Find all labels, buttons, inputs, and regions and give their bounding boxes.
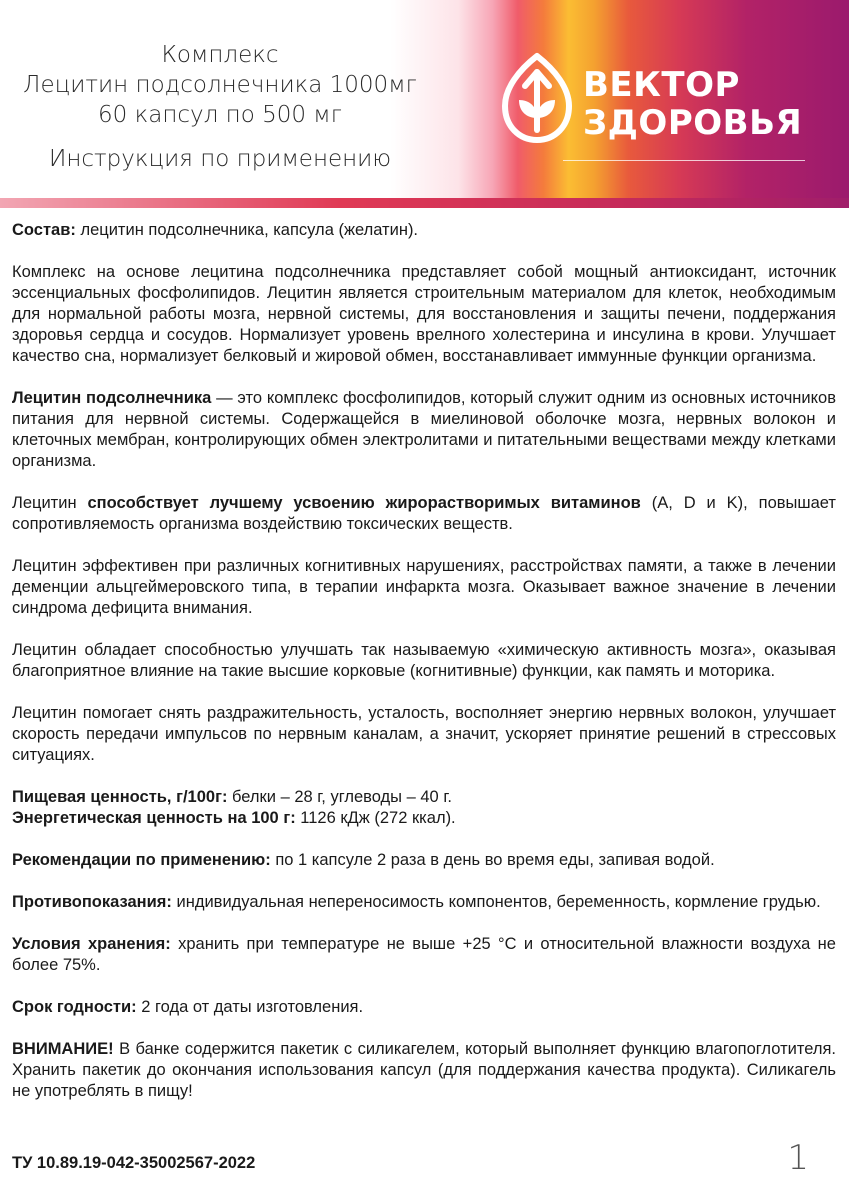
shelf-life-paragraph: [12, 997, 836, 1018]
recommendations-paragraph: [12, 850, 836, 871]
energy-label: Энергетическая ценность на 100 г:: [12, 809, 296, 827]
warning-label: ВНИМАНИЕ!: [12, 1040, 114, 1058]
header-bottom-gap: [0, 208, 849, 215]
storage-text: хранить при температуре не выше +25 °С и относительной влажности воздуха не более 75%.: [12, 935, 836, 974]
brand-name: [583, 66, 802, 142]
energy-text: 1126 кДж (272 ккал).: [295, 809, 456, 827]
logo-underline: [563, 160, 805, 161]
instruction-body: [12, 220, 836, 1123]
lecithin-definition-text: — это комплекс фосфолипидов, который служит одним из основных источников питания для нервной системы. Содержащейся в миелиновой оболочке мозга, нервных волокон и клеточных мембран, контролирующих обмен электролитами и питательными веществами между клетками организма.: [12, 389, 836, 470]
warning-text: В банке содержится пакетик с силикагелем, который выполняет функцию влагопоглотителя. Хранить пакетик до окончания использования капсул (для поддержания качества продукта). Силикагель не употреблять в пищу!: [12, 1040, 836, 1100]
brand-name-line-2: ЗДОРОВЬЯ: [583, 103, 803, 143]
vitamins-post: (A, D и K), повышает сопротивляемость организма воздействию токсических веществ.: [12, 494, 836, 533]
recommendations-label: Рекомендации по применению:: [12, 851, 271, 869]
energy-line: [12, 808, 836, 829]
contraindications-label: Противопоказания:: [12, 893, 172, 911]
composition-paragraph: [12, 220, 836, 241]
lecithin-definition-bold: Лецитин подсолнечника: [12, 389, 212, 407]
intro-paragraph: Комплекс на основе лецитина подсолнечника представляет собой мощный антиоксидант, источник эссенциальных фосфолипидов. Лецитин является строительным материалом для клеток, необходимым для нормальной работы мозга, нервной системы, для восстановления и защиты печени, поддержания здоровья сердца и сосудов. Нормализует уровень врелного холестерина и инсулина в крови. Улучшает качество сна, нормализует белковый и жировой обмен, восстанавливает иммунные функции организма.: [12, 263, 836, 365]
document-subtitle: Инструкция по применению: [48, 146, 392, 172]
title-line-3: 60 капсул по 500 мг: [98, 102, 342, 128]
nutrition-text: белки – 28 г, углеводы – 40 г.: [227, 788, 452, 806]
storage-paragraph: [12, 934, 836, 976]
page-number: 1: [787, 1138, 809, 1178]
composition-label: Состав:: [12, 221, 76, 239]
header-stripe: [0, 198, 849, 208]
warning-paragraph: [12, 1039, 836, 1102]
brain-activity-paragraph: Лецитин обладает способностью улучшать так называемую «химическую активность мозга», оказывая благоприятное влияние на такие высшие корковые (когнитивные) функции, как память и моторика.: [12, 641, 836, 680]
nutrition-line: [12, 787, 836, 808]
irritability-paragraph: Лецитин помогает снять раздражительность, усталость, восполняет энергию нервных волокон, улучшает скорость передачи импульсов по нервным каналам, а значит, ускоряет принятие решений в стрессовых ситуациях.: [12, 704, 836, 764]
vitamins-pre: Лецитин: [12, 494, 88, 512]
cognitive-paragraph: Лецитин эффективен при различных когнитивных нарушениях, расстройствах памяти, а также в лечении деменции альцгеймеровского типа, в терапии инфаркта мозга. Оказывает важное значение в лечении синдрома дефицита внимания.: [12, 557, 836, 617]
vitamins-bold: способствует лучшему усвоению жирорастворимых витаминов: [87, 494, 641, 512]
lecithin-definition-paragraph: [12, 388, 836, 472]
title-line-2: Лецитин подсолнечника 1000мг: [23, 72, 417, 98]
leaf-arrow-icon: [497, 52, 577, 144]
contraindications-text: индивидуальная непереносимость компонентов, беременность, кормление грудью.: [171, 893, 821, 911]
brand-name-line-1: ВЕКТОР: [583, 65, 740, 105]
contraindications-paragraph: [12, 892, 836, 913]
brand-logo: [497, 52, 817, 152]
tech-spec-code: ТУ 10.89.19-042-35002567-2022: [12, 1154, 256, 1172]
shelf-life-label: Срок годности:: [12, 998, 137, 1016]
shelf-life-text: 2 года от даты изготовления.: [136, 998, 364, 1016]
vitamins-paragraph: [12, 493, 836, 535]
nutrition-label: Пищевая ценность, г/100г:: [12, 788, 228, 806]
document-title: [0, 40, 440, 174]
title-line-1: Комплекс: [161, 42, 279, 68]
storage-label: Условия хранения:: [12, 935, 171, 953]
composition-text: лецитин подсолнечника, капсула (желатин).: [75, 221, 419, 239]
recommendations-text: по 1 капсуле 2 раза в день во время еды, запивая водой.: [270, 851, 715, 869]
